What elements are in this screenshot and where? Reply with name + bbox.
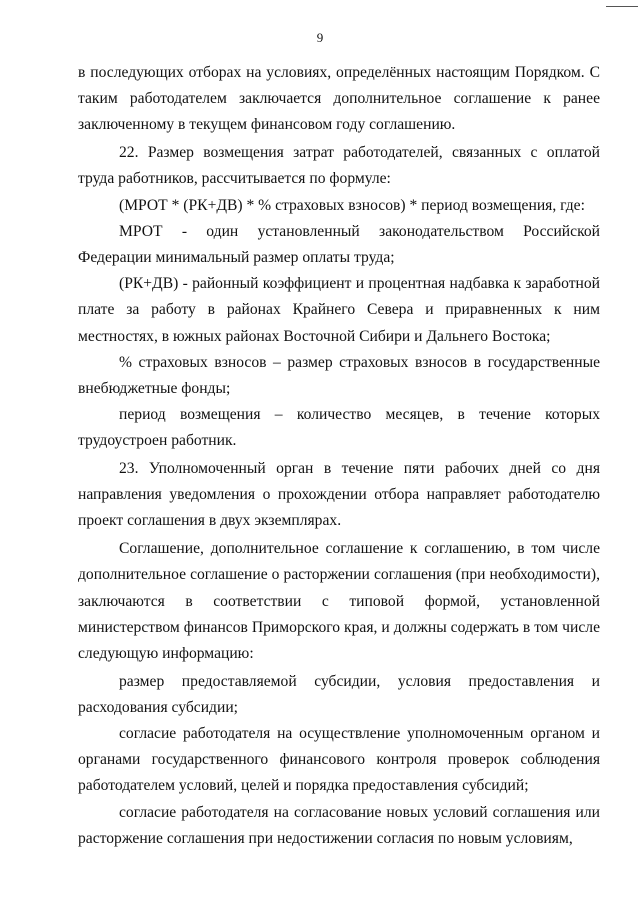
paragraph-mrot-definition: МРОТ - один установленный законодательством Российской Федерации минимальный размер оплаты труда;: [78, 222, 600, 266]
paragraph-formula: (МРОТ * (РК+ДВ) * % страховых взносов) * период возмещения, где:: [119, 196, 585, 214]
paragraph-period-definition: период возмещения – количество месяцев, в течение которых трудоустроен работник.: [78, 406, 600, 450]
paragraph-continuation: в последующих отборах на условиях, определённых настоящим Порядком. С таким работодателем заключается дополнительное соглашение к ранее заключенному в текущем финансовом году соглашению.: [78, 64, 600, 134]
paragraph-rk-dv-definition: (РК+ДВ) - районный коэффициент и процентная надбавка к заработной плате за работу в районах Крайнего Севера и приравненных к ним местностях, в южных районах Восточной Сибири и Дальнего Востока;: [78, 275, 600, 345]
paragraph-consent-new-terms: согласие работодателя на согласование новых условий соглашения или расторжение соглашения при недостижении согласия по новым условиям,: [78, 803, 600, 847]
paragraph-subsidy-size: размер предоставляемой субсидии, условия предоставления и расходования субсидии;: [78, 672, 600, 716]
paragraph-item-23: 23. Уполномоченный орган в течение пяти рабочих дней со дня направления уведомления о прохождении отбора направляет работодателю проект соглашения в двух экземплярах.: [78, 460, 600, 530]
paragraph-agreement: Соглашение, дополнительное соглашение к соглашению, в том числе дополнительное соглашение о расторжении соглашения (при необходимости), заключаются в соответствии с типовой формой, установленной министерством финансов Приморского края, и должны содержать в том числе следующую информацию:: [78, 540, 600, 662]
page-number: 9: [316, 30, 324, 45]
document-body: [78, 60, 600, 852]
paragraph-insurance-definition: % страховых взносов – размер страховых взносов в государственные внебюджетные фонды;: [78, 353, 600, 397]
paragraph-consent-inspection: согласие работодателя на осуществление уполномоченным органом и органами государственного финансового контроля проверок соблюдения работодателем условий, целей и порядка предоставления субсидий;: [78, 725, 600, 795]
paragraph-item-22: 22. Размер возмещения затрат работодателей, связанных с оплатой труда работников, рассчитывается по формуле:: [78, 144, 600, 188]
corner-line: [606, 6, 638, 7]
